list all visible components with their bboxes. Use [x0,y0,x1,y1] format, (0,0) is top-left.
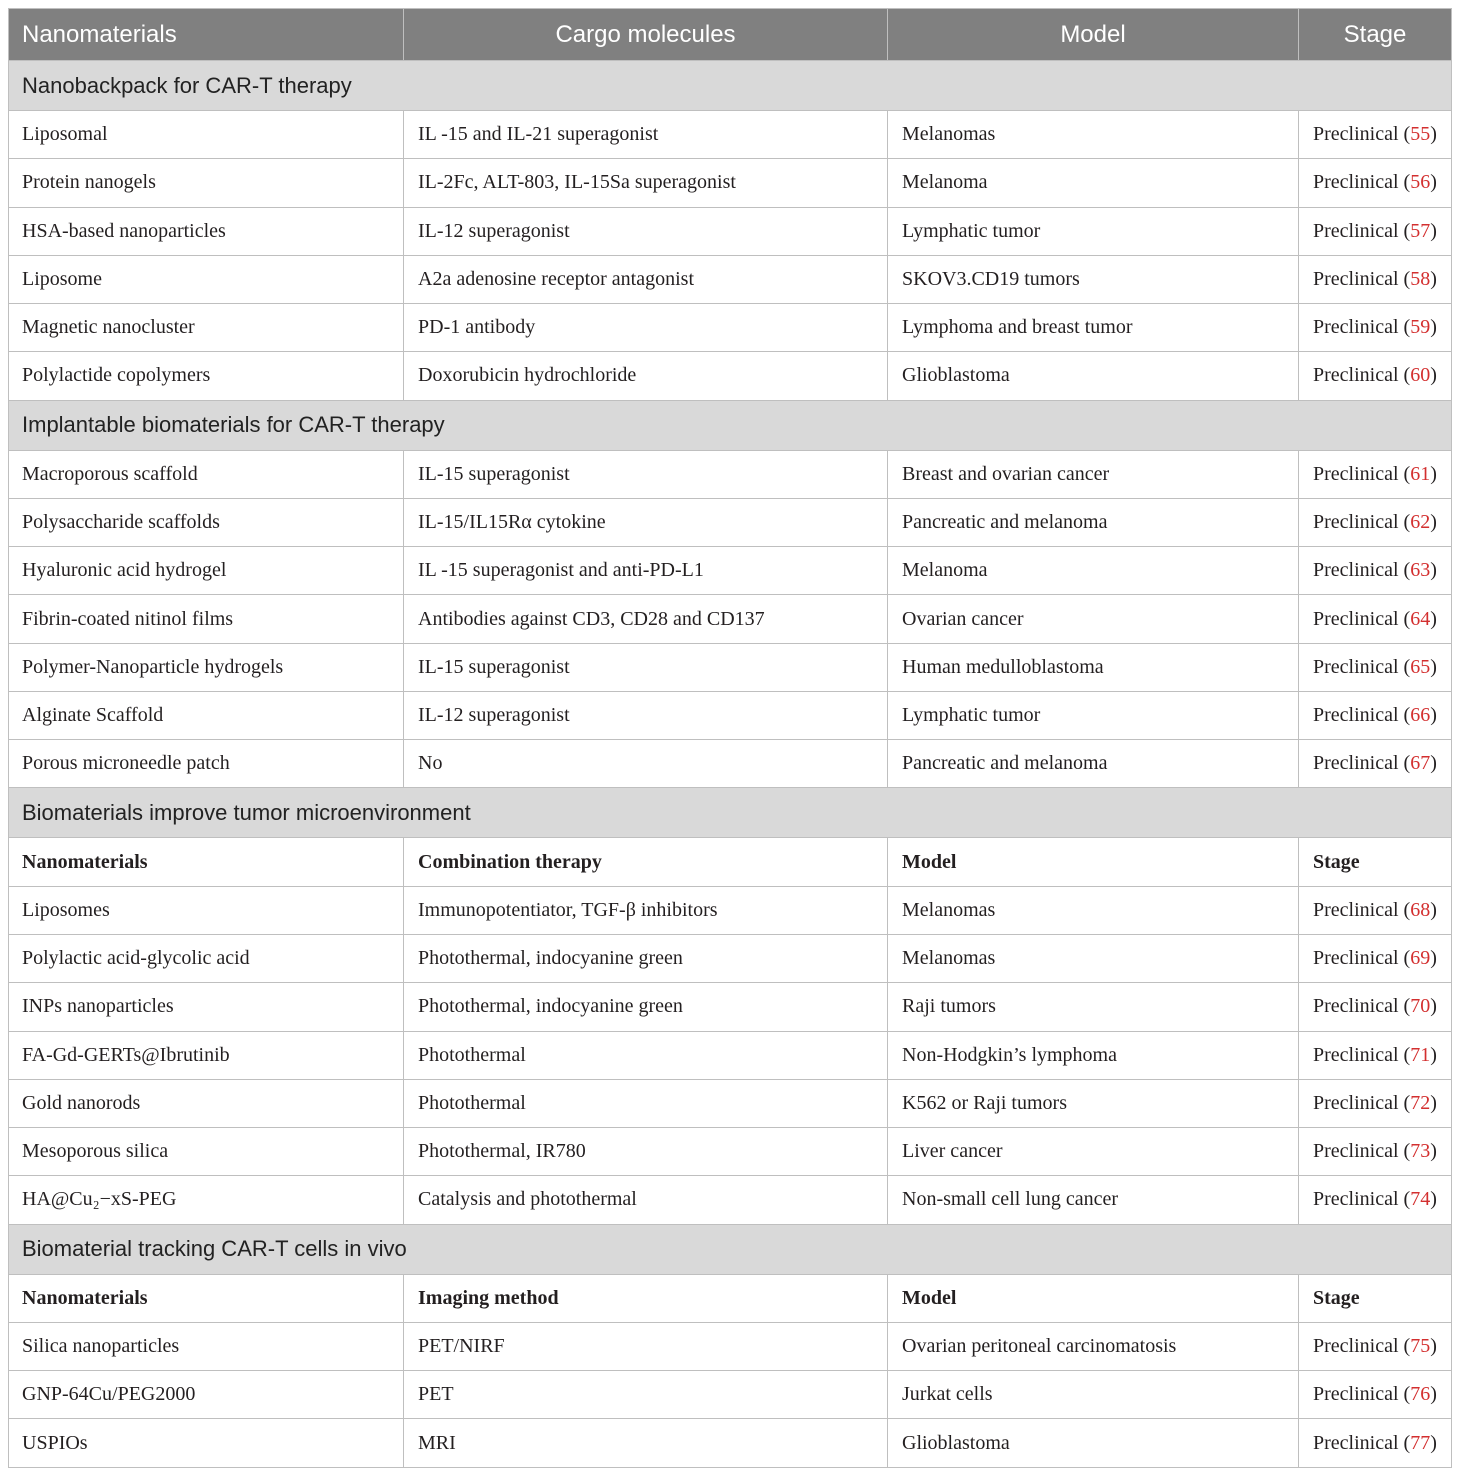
subheader-nanomaterial: Nanomaterials [9,838,404,886]
cell-agent: IL -15 superagonist and anti-PD-L1 [404,547,888,595]
cell-nanomaterial: INPs nanoparticles [9,983,404,1031]
subheader-stage: Stage [1299,838,1452,886]
cell-model: Lymphatic tumor [888,208,1299,256]
cell-stage [1299,304,1452,352]
cell-model: Human medulloblastoma [888,644,1299,692]
cell-model: Ovarian cancer [888,595,1299,643]
table-row [9,352,1452,400]
cell-model: Liver cancer [888,1128,1299,1176]
cell-model: Melanoma [888,547,1299,595]
stage-text: Preclinical (66) [1313,704,1437,727]
column-header-nanomaterials: Nanomaterials [9,9,404,61]
cell-nanomaterial: Porous microneedle patch [9,740,404,788]
table-header-row [9,9,1452,61]
table-row [9,1032,1452,1080]
table-row [9,595,1452,643]
cell-nanomaterial: Silica nanoparticles [9,1323,404,1371]
table-row [9,1323,1452,1371]
table-row [9,983,1452,1031]
cell-agent: Immunopotentiator, TGF-β inhibitors [404,887,888,935]
table-row [9,451,1452,499]
cell-agent: IL-12 superagonist [404,692,888,740]
stage-text: Preclinical (57) [1313,219,1437,242]
section-row [9,788,1452,838]
cell-agent: Photothermal, IR780 [404,1128,888,1176]
subheader-model: Model [888,838,1299,886]
table-row [9,304,1452,352]
column-header-stage: Stage [1299,9,1452,61]
stage-text: Preclinical (68) [1313,898,1437,921]
cell-nanomaterial: FA-Gd-GERTs@Ibrutinib [9,1032,404,1080]
cell-model: Melanomas [888,111,1299,159]
cell-agent: Photothermal, indocyanine green [404,983,888,1031]
table-row [9,740,1452,788]
reference-link[interactable]: 67 [1410,752,1431,775]
reference-link[interactable]: 68 [1410,898,1431,921]
cell-stage [1299,352,1452,400]
cell-stage [1299,451,1452,499]
cell-stage [1299,1032,1452,1080]
section-title: Nanobackpack for CAR-T therapy [9,61,1452,111]
cell-model: Non-Hodgkin’s lymphoma [888,1032,1299,1080]
cell-nanomaterial: Liposomal [9,111,404,159]
cell-nanomaterial: Polylactic acid-glycolic acid [9,935,404,983]
stage-text: Preclinical (58) [1313,267,1437,290]
table-row [9,887,1452,935]
cell-stage [1299,595,1452,643]
cell-agent: PD-1 antibody [404,304,888,352]
stage-text: Preclinical (65) [1313,655,1437,678]
stage-text: Preclinical (55) [1313,123,1437,146]
cell-stage [1299,256,1452,304]
cell-model: Lymphoma and breast tumor [888,304,1299,352]
cell-model: SKOV3.CD19 tumors [888,256,1299,304]
stage-text: Preclinical (67) [1313,752,1437,775]
stage-text: Preclinical (75) [1313,1334,1437,1357]
stage-text: Preclinical (76) [1313,1383,1437,1406]
cell-agent: IL -15 and IL-21 superagonist [404,111,888,159]
cell-model: Raji tumors [888,983,1299,1031]
cell-agent: IL-15 superagonist [404,644,888,692]
cell-nanomaterial: HA@Cu₂−xS-PEG [9,1176,404,1224]
cell-stage [1299,159,1452,207]
cell-nanomaterial: Gold nanorods [9,1080,404,1128]
reference-link[interactable]: 76 [1410,1383,1431,1406]
reference-link[interactable]: 55 [1410,123,1431,146]
cell-nanomaterial: GNP-64Cu/PEG2000 [9,1371,404,1419]
table-row [9,499,1452,547]
subheader-nanomaterial: Nanomaterials [9,1275,404,1323]
stage-text: Preclinical (71) [1313,1043,1437,1066]
stage-text: Preclinical (69) [1313,947,1437,970]
section-row [9,61,1452,111]
cell-nanomaterial: Magnetic nanocluster [9,304,404,352]
cell-nanomaterial: Hyaluronic acid hydrogel [9,547,404,595]
stage-text: Preclinical (70) [1313,995,1437,1018]
cell-model: Melanomas [888,935,1299,983]
reference-link[interactable]: 59 [1410,316,1431,339]
reference-link[interactable]: 70 [1410,995,1431,1018]
stage-text: Preclinical (77) [1313,1431,1437,1454]
table-row [9,208,1452,256]
cell-stage [1299,935,1452,983]
cell-stage [1299,547,1452,595]
reference-link[interactable]: 77 [1410,1431,1431,1454]
reference-link[interactable]: 62 [1410,510,1431,533]
table-row [9,547,1452,595]
cell-model: Pancreatic and melanoma [888,499,1299,547]
cell-nanomaterial: HSA-based nanoparticles [9,208,404,256]
stage-text: Preclinical (62) [1313,510,1437,533]
cell-nanomaterial: Fibrin-coated nitinol films [9,595,404,643]
table-body [9,61,1452,1468]
cell-agent: MRI [404,1419,888,1467]
cell-nanomaterial: Liposomes [9,887,404,935]
cell-model: K562 or Raji tumors [888,1080,1299,1128]
cell-model: Melanomas [888,887,1299,935]
cell-stage [1299,499,1452,547]
subheader-agent: Combination therapy [404,838,888,886]
cell-nanomaterial: Polymer-Nanoparticle hydrogels [9,644,404,692]
cell-agent: Photothermal, indocyanine green [404,935,888,983]
section-row [9,401,1452,451]
reference-link[interactable]: 75 [1410,1334,1431,1357]
cell-model: Non-small cell lung cancer [888,1176,1299,1224]
stage-text: Preclinical (61) [1313,462,1437,485]
cell-stage [1299,644,1452,692]
table-row [9,159,1452,207]
reference-link[interactable]: 56 [1410,171,1431,194]
cell-stage [1299,1419,1452,1467]
cell-stage [1299,1323,1452,1371]
table-row [9,111,1452,159]
section-title: Implantable biomaterials for CAR-T therapy [9,401,1452,451]
biomaterials-table [8,8,1452,1468]
cell-nanomaterial: USPIOs [9,1419,404,1467]
reference-link[interactable]: 73 [1410,1140,1431,1163]
reference-link[interactable]: 61 [1410,462,1431,485]
stage-text: Preclinical (72) [1313,1091,1437,1114]
reference-link[interactable]: 63 [1410,559,1431,582]
subheader-model: Model [888,1275,1299,1323]
cell-agent: A2a adenosine receptor antagonist [404,256,888,304]
cell-model: Glioblastoma [888,1419,1299,1467]
stage-text: Preclinical (73) [1313,1140,1437,1163]
cell-model: Breast and ovarian cancer [888,451,1299,499]
cell-agent: IL-15/IL15Rα cytokine [404,499,888,547]
table-row [9,1371,1452,1419]
cell-nanomaterial: Macroporous scaffold [9,451,404,499]
cell-agent: PET [404,1371,888,1419]
table-row [9,256,1452,304]
cell-nanomaterial: Alginate Scaffold [9,692,404,740]
cell-model: Jurkat cells [888,1371,1299,1419]
reference-link[interactable]: 66 [1410,704,1431,727]
cell-agent: IL-12 superagonist [404,208,888,256]
subheader-row [9,838,1452,886]
section-title: Biomaterial tracking CAR-T cells in vivo [9,1225,1452,1275]
reference-link[interactable]: 65 [1410,655,1431,678]
cell-model: Ovarian peritoneal carcinomatosis [888,1323,1299,1371]
cell-nanomaterial: Protein nanogels [9,159,404,207]
cell-nanomaterial: Polysaccharide scaffolds [9,499,404,547]
section-row [9,1225,1452,1275]
cell-stage [1299,1080,1452,1128]
cell-stage [1299,208,1452,256]
reference-link[interactable]: 57 [1410,219,1431,242]
cell-model: Glioblastoma [888,352,1299,400]
cell-stage [1299,1371,1452,1419]
cell-agent: Catalysis and photothermal [404,1176,888,1224]
cell-agent: PET/NIRF [404,1323,888,1371]
table-row [9,692,1452,740]
stage-text: Preclinical (63) [1313,559,1437,582]
table-row [9,644,1452,692]
reference-link[interactable]: 60 [1410,364,1431,387]
table-row [9,1080,1452,1128]
cell-agent: Antibodies against CD3, CD28 and CD137 [404,595,888,643]
table-row [9,1419,1452,1467]
cell-stage [1299,887,1452,935]
stage-text: Preclinical (64) [1313,607,1437,630]
table-row [9,1128,1452,1176]
cell-agent: IL-15 superagonist [404,451,888,499]
cell-stage [1299,692,1452,740]
table-row [9,1176,1452,1224]
cell-agent: Photothermal [404,1080,888,1128]
reference-link[interactable]: 72 [1410,1091,1431,1114]
cell-stage [1299,111,1452,159]
subheader-row [9,1275,1452,1323]
section-title: Biomaterials improve tumor microenvironment [9,788,1452,838]
reference-link[interactable]: 58 [1410,267,1431,290]
stage-text: Preclinical (56) [1313,171,1437,194]
cell-stage [1299,983,1452,1031]
table-row [9,935,1452,983]
stage-text: Preclinical (60) [1313,364,1437,387]
cell-model: Pancreatic and melanoma [888,740,1299,788]
column-header-cargo-molecules: Cargo molecules [404,9,888,61]
cell-agent: Doxorubicin hydrochloride [404,352,888,400]
subheader-stage: Stage [1299,1275,1452,1323]
cell-model: Lymphatic tumor [888,692,1299,740]
subheader-agent: Imaging method [404,1275,888,1323]
column-header-model: Model [888,9,1299,61]
cell-agent: Photothermal [404,1032,888,1080]
reference-link[interactable]: 64 [1410,607,1431,630]
cell-nanomaterial: Polylactide copolymers [9,352,404,400]
cell-model: Melanoma [888,159,1299,207]
reference-link[interactable]: 71 [1410,1043,1431,1066]
reference-link[interactable]: 69 [1410,947,1431,970]
cell-stage [1299,740,1452,788]
reference-link[interactable]: 74 [1410,1188,1431,1211]
cell-stage [1299,1176,1452,1224]
cell-agent: IL-2Fc, ALT-803, IL-15Sa superagonist [404,159,888,207]
cell-nanomaterial: Mesoporous silica [9,1128,404,1176]
cell-nanomaterial: Liposome [9,256,404,304]
cell-stage [1299,1128,1452,1176]
stage-text: Preclinical (59) [1313,316,1437,339]
stage-text: Preclinical (74) [1313,1188,1437,1211]
cell-agent: No [404,740,888,788]
